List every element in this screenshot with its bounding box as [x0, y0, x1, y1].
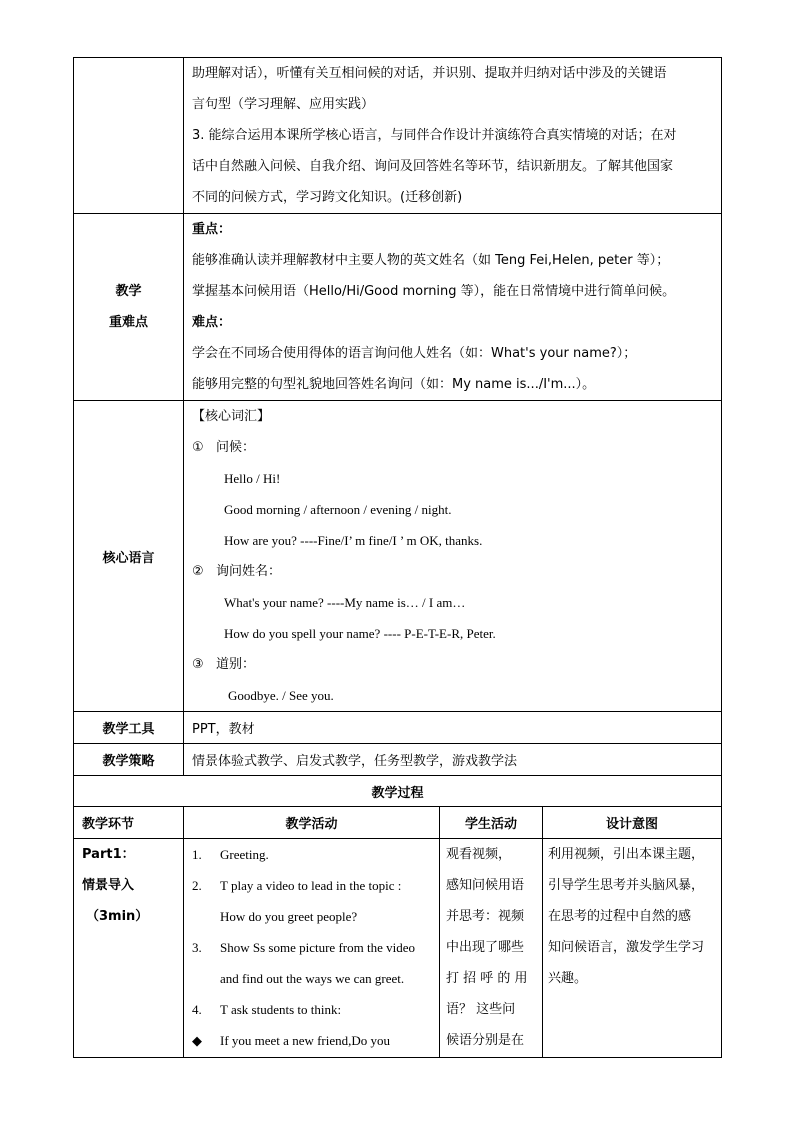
lesson-plan-table	[73, 57, 722, 1058]
difficulty-item: 学会在不同场合使用得体的语言询问他人姓名（如：What's your name?）；	[192, 346, 637, 361]
key-points-label-line1: 教学	[115, 284, 142, 299]
diamond-bullet-icon: ◆	[192, 1033, 202, 1048]
objectives-row	[74, 58, 722, 214]
intent-line: 引导学生思考并头脑风暴，	[548, 878, 705, 893]
activity-text: Greeting.	[220, 847, 269, 862]
objectives-line: 不同的问候方式，学习跨文化知识。(迁移创新)	[192, 190, 463, 205]
circled-number: ③	[192, 657, 204, 672]
key-focus-title: 重点：	[192, 222, 232, 237]
part1-stage	[74, 839, 184, 1058]
vocab-line: How are you? ----Fine/I’ m fine/I ’ m OK, thanks.	[224, 533, 483, 548]
group-title-text: 道别：	[216, 657, 256, 672]
list-number: 4.	[192, 1002, 202, 1017]
key-points-content	[184, 214, 722, 401]
vocab-line: Hello / Hi!	[224, 471, 281, 486]
process-title-row	[74, 776, 722, 807]
process-header-row	[74, 807, 722, 839]
student-line: 中出现了哪些	[446, 940, 525, 955]
key-points-label-line2: 重难点	[108, 315, 148, 330]
part1-activities	[184, 839, 440, 1058]
tools-row	[74, 712, 722, 744]
activity-text: Show Ss some picture from the video	[220, 940, 415, 955]
objectives-content	[184, 58, 722, 214]
stage-duration: （3min）	[86, 909, 149, 924]
farewell-group-title	[192, 649, 715, 680]
vocab-line: Good morning / afternoon / evening / night.	[224, 502, 452, 517]
key-focus-item: 能够准确认读并理解教材中主要人物的英文姓名（如 Teng Fei,Helen, peter 等）；	[192, 253, 670, 268]
intent-line: 知问候语言，激发学生学习	[548, 940, 705, 955]
tools-label: 教学工具	[74, 712, 184, 744]
strategy-label: 教学策略	[74, 744, 184, 776]
activity-line	[192, 994, 433, 1025]
group-title-text: 问候：	[216, 440, 256, 455]
core-vocab-title: 【核心词汇】	[192, 409, 271, 424]
header-activity: 教学活动	[184, 807, 440, 839]
student-line: 感知问候用语	[446, 878, 525, 893]
key-focus-item: 掌握基本问候用语（Hello/Hi/Good morning 等），能在日常情境中进行简单问候。	[192, 284, 676, 299]
activity-line	[192, 1025, 433, 1056]
intent-line: 兴趣。	[548, 971, 588, 986]
header-student: 学生活动	[440, 807, 543, 839]
activity-line: How do you greet people?	[220, 909, 358, 924]
objectives-line: 话中自然融入问候、自我介绍、询问及回答姓名等环节，结识新朋友。了解其他国家	[192, 159, 674, 174]
student-line: 打 招 呼 的 用	[446, 971, 528, 986]
greeting-group-title	[192, 432, 715, 463]
student-line: 语？ 这些问	[446, 1002, 516, 1017]
part1-student-activity	[440, 839, 543, 1058]
vocab-line: How do you spell your name? ---- P-E-T-E-R, Peter.	[224, 626, 496, 641]
objectives-label-cell	[74, 58, 184, 214]
ask-name-group-title	[192, 556, 715, 587]
circled-number: ②	[192, 564, 204, 579]
student-line: 候语分别是在	[446, 1033, 525, 1048]
vocab-line: What's your name? ----My name is… / I am…	[224, 595, 466, 610]
tools-value: PPT，教材	[184, 712, 722, 744]
part1-design-intent	[543, 839, 722, 1058]
group-title-text: 询问姓名：	[216, 564, 282, 579]
objectives-line: 助理解对话），听懂有关互相问候的对话，并识别、提取并归纳对话中涉及的关键语	[192, 66, 667, 81]
difficulty-title: 难点：	[192, 315, 232, 330]
activity-line	[192, 839, 433, 870]
difficulty-item: 能够用完整的句型礼貌地回答姓名询问（如：My name is.../I'm...）。	[192, 377, 596, 392]
activity-text: T ask students to think:	[220, 1002, 342, 1017]
list-number: 2.	[192, 878, 202, 893]
intent-line: 在思考的过程中自然的感	[548, 909, 692, 924]
core-language-label: 核心语言	[74, 401, 184, 712]
strategy-row	[74, 744, 722, 776]
list-number: 3.	[192, 940, 202, 955]
activity-line	[192, 870, 433, 901]
student-line: 并思考：视频	[446, 909, 525, 924]
student-line: 观看视频，	[446, 847, 512, 862]
header-stage: 教学环节	[74, 807, 184, 839]
strategy-value: 情景体验式教学、启发式教学，任务型教学，游戏教学法	[184, 744, 722, 776]
part1-row	[74, 839, 722, 1058]
header-intent: 设计意图	[543, 807, 722, 839]
vocab-line: Goodbye. / See you.	[228, 688, 334, 703]
stage-name: Part1：	[82, 847, 135, 862]
objectives-line: 言句型（学习理解、应用实践）	[192, 97, 375, 112]
stage-title: 情景导入	[82, 878, 135, 893]
activity-text: If you meet a new friend,Do you	[220, 1033, 391, 1048]
objectives-line: 3. 能综合运用本课所学核心语言，与同伴合作设计并演练符合真实情境的对话；在对	[192, 128, 677, 143]
activity-text: T play a video to lead in the topic :	[220, 878, 402, 893]
activity-line: and find out the ways we can greet.	[220, 971, 405, 986]
key-points-label	[74, 214, 184, 401]
core-language-content	[184, 401, 722, 712]
process-title: 教学过程	[74, 776, 722, 807]
core-language-row	[74, 401, 722, 712]
intent-line: 利用视频，引出本课主题，	[548, 847, 705, 862]
key-points-row	[74, 214, 722, 401]
activity-line	[192, 932, 433, 963]
list-number: 1.	[192, 847, 202, 862]
circled-number: ①	[192, 440, 204, 455]
